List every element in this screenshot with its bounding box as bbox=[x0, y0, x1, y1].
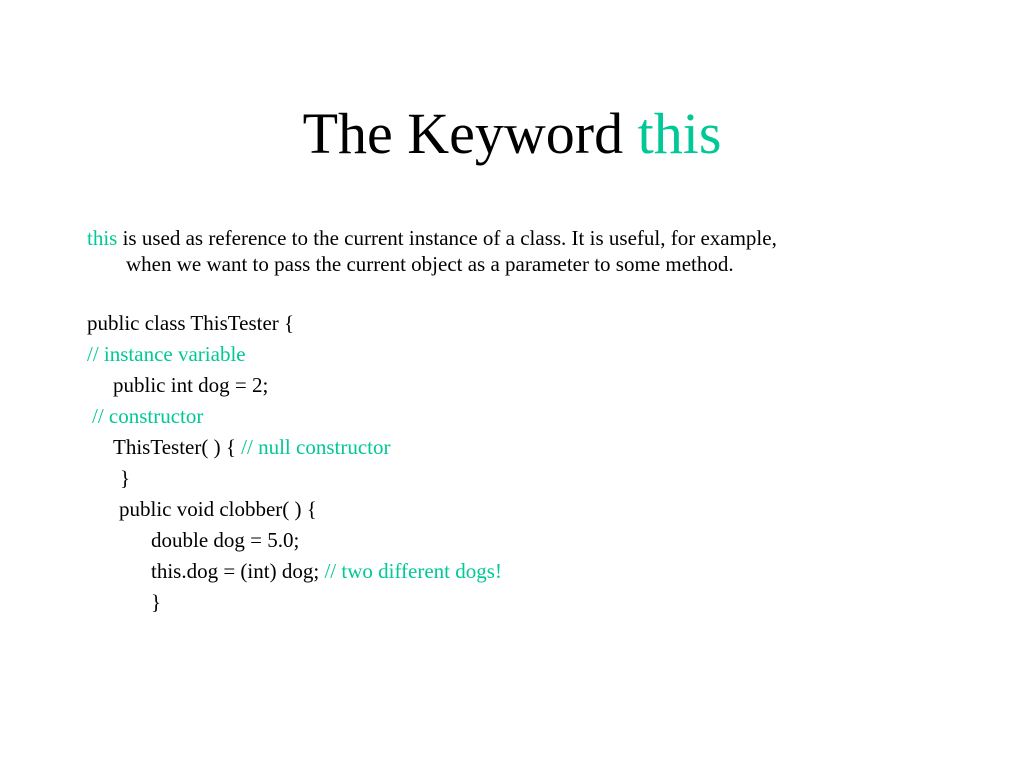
code-text: public class ThisTester { bbox=[87, 311, 295, 335]
code-comment: // constructor bbox=[92, 404, 204, 428]
code-method-declaration bbox=[119, 495, 317, 523]
code-constructor-close bbox=[120, 464, 130, 492]
code-comment-instance-variable bbox=[87, 340, 246, 368]
code-text: public int dog = 2; bbox=[113, 373, 269, 397]
code-text: ThisTester( ) { bbox=[113, 435, 236, 459]
code-comment: // null constructor bbox=[241, 435, 391, 459]
intro-line-2: when we want to pass the current object as a parameter to some method. bbox=[126, 252, 734, 276]
intro-line-1: is used as reference to the current instance of a class. It is useful, for example, bbox=[122, 226, 777, 250]
code-field-declaration bbox=[113, 371, 268, 399]
code-text: public void clobber( ) { bbox=[119, 497, 317, 521]
code-text: } bbox=[151, 590, 162, 614]
code-comment: // instance variable bbox=[87, 342, 246, 366]
code-constructor bbox=[113, 433, 390, 461]
code-comment-constructor bbox=[92, 402, 203, 430]
code-text: } bbox=[120, 466, 131, 490]
intro-keyword: this bbox=[87, 226, 118, 250]
title-keyword: this bbox=[637, 101, 722, 166]
intro-paragraph bbox=[87, 225, 947, 277]
code-comment: // two different dogs! bbox=[324, 559, 502, 583]
title-main: The Keyword bbox=[302, 101, 624, 166]
code-text: double dog = 5.0; bbox=[151, 528, 300, 552]
code-class-declaration bbox=[87, 309, 294, 337]
code-local-variable bbox=[151, 526, 299, 554]
slide-title bbox=[0, 98, 1024, 170]
code-text: this.dog = (int) dog; bbox=[151, 559, 320, 583]
code-assignment bbox=[151, 557, 502, 585]
code-method-close bbox=[151, 588, 161, 616]
